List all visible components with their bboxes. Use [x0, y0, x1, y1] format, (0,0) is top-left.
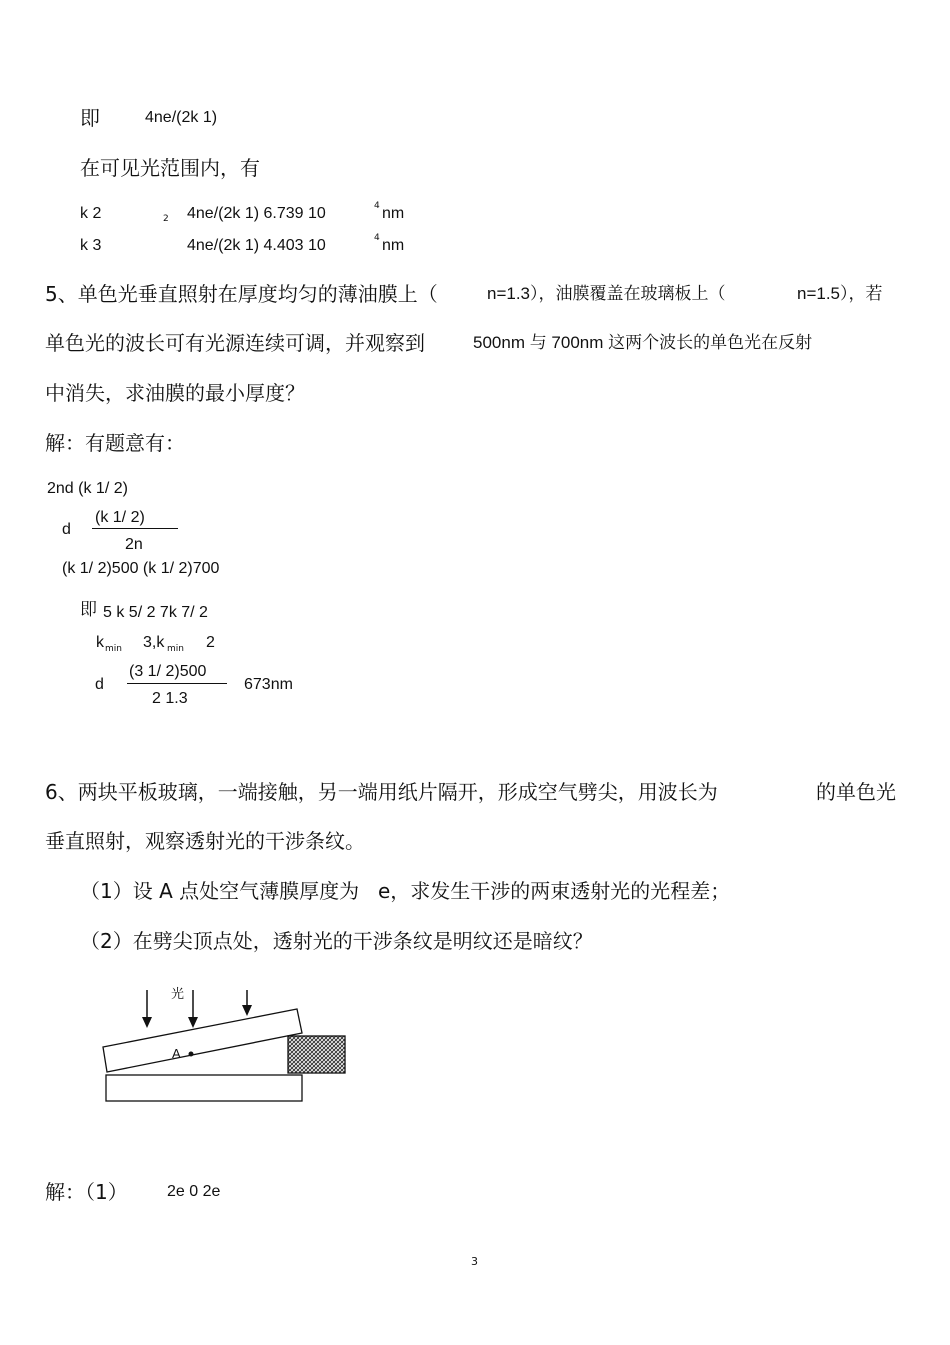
- k3-exponent: 4: [374, 233, 380, 243]
- q5-eq6-result: 673nm: [244, 676, 293, 693]
- k2-label: k 2: [80, 205, 102, 222]
- q5-eq5-min2: min: [167, 644, 184, 654]
- figure-point-a-label: A: [172, 1046, 181, 1061]
- q5-eq4: 5 k 5/ 2 7k 7/ 2: [103, 604, 208, 621]
- q5-eq4-ji: 即: [80, 600, 97, 620]
- k2-equation: 4ne/(2k 1) 6.739 10: [187, 205, 326, 222]
- ji-label-1: 即: [80, 106, 100, 130]
- q5-eq5-min1: min: [105, 644, 122, 654]
- q5-eq5-mid: 3,k: [143, 634, 165, 651]
- q5-line1-part3: n=1.5），若: [797, 284, 883, 303]
- q5-eq6-denominator: 2 1.3: [152, 690, 188, 707]
- q5-line2-part1: 单色光的波长可有光源连续可调，并观察到: [45, 331, 425, 355]
- page-number: 3: [471, 1255, 478, 1268]
- k2-unit: nm: [382, 205, 405, 222]
- q5-eq2-d: d: [62, 521, 71, 538]
- q5-solution-label: 解：有题意有：: [45, 431, 185, 455]
- q6-part1-a: （1）设 A 点处空气薄膜厚度为: [80, 879, 360, 903]
- q6-solution-label: 解：（1）: [45, 1180, 128, 1204]
- k3-unit: nm: [382, 237, 405, 254]
- upper-glass-plate: [103, 1009, 302, 1072]
- k3-label: k 3: [80, 237, 102, 254]
- q5-line2-part2: 500nm 与 700nm 这两个波长的单色光在反射: [473, 333, 813, 352]
- q6-part2: （2）在劈尖顶点处，透射光的干涉条纹是明纹还是暗纹？: [80, 929, 593, 953]
- q5-eq2-numerator: (k 1/ 2): [95, 509, 145, 526]
- lower-glass-plate: [106, 1075, 302, 1101]
- figure-light-label: 光: [171, 987, 185, 1002]
- q5-eq6-d: d: [95, 676, 104, 693]
- equation-1: 4ne/(2k 1): [145, 109, 218, 126]
- q5-eq6-numerator: (3 1/ 2)500: [129, 663, 207, 680]
- light-arrow-2: [188, 990, 198, 1028]
- q5-line3: 中消失，求油膜的最小厚度？: [45, 381, 305, 405]
- visible-range-text: 在可见光范围内，有: [80, 156, 260, 180]
- q5-eq1: 2nd (k 1/ 2): [47, 480, 128, 497]
- q5-eq5-k: k: [96, 634, 104, 651]
- point-a-marker: [189, 1052, 194, 1057]
- q6-part1-b: e，求发生干涉的两束透射光的光程差；: [378, 879, 731, 903]
- k2-exponent: 4: [374, 201, 380, 211]
- paper-spacer: [288, 1036, 345, 1073]
- q5-eq3: (k 1/ 2)500 (k 1/ 2)700: [62, 560, 220, 577]
- light-arrow-3: [242, 990, 252, 1016]
- q5-eq2-denominator: 2n: [125, 536, 143, 553]
- q5-eq5-end: 2: [206, 634, 215, 651]
- q6-line1-part2: 的单色光: [816, 780, 896, 804]
- q5-line1-part1: 5、单色光垂直照射在厚度均匀的薄油膜上（: [45, 282, 438, 306]
- q6-line1-part1: 6、两块平板玻璃，一端接触，另一端用纸片隔开，形成空气劈尖，用波长为: [45, 780, 718, 804]
- q6-solution-expr: 2e 0 2e: [167, 1183, 221, 1200]
- q5-line1-part2: n=1.3），油膜覆盖在玻璃板上（: [487, 284, 726, 303]
- k2-subscript: 2: [163, 214, 169, 224]
- light-arrow-1: [142, 990, 152, 1028]
- k3-equation: 4ne/(2k 1) 4.403 10: [187, 237, 326, 254]
- q6-line2: 垂直照射，观察透射光的干涉条纹。: [45, 829, 365, 853]
